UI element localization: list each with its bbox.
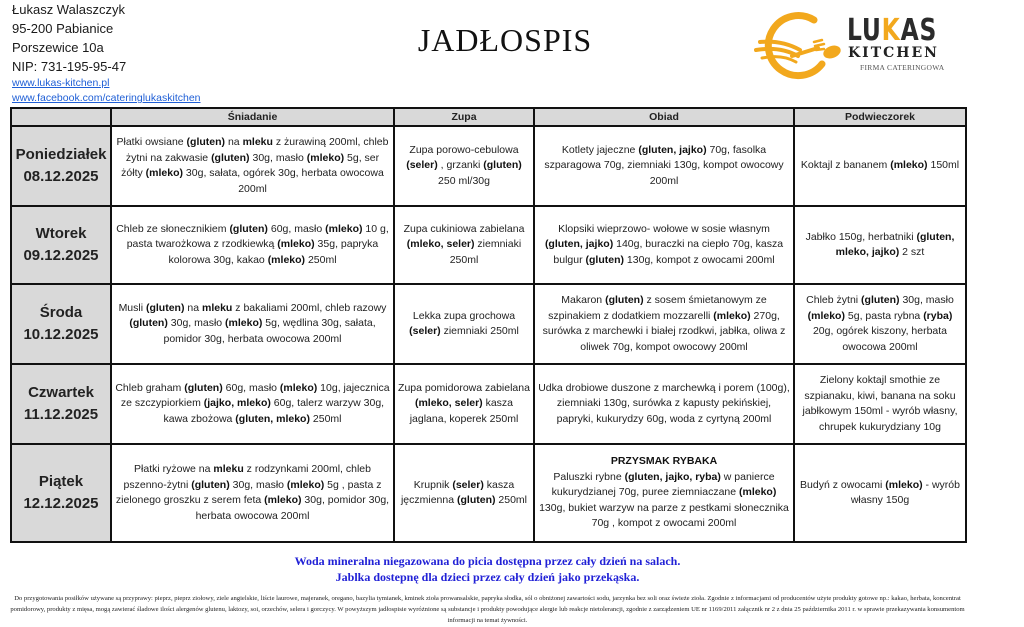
logo-tagline: FIRMA CATERINGOWA xyxy=(860,63,945,72)
meal-cell-sniadanie: Płatki ryżowe na mleku z rodzynkami 200ml, chleb pszenno-żytni (gluten) 30g, masło (mleko) 5g , pasta z zielonego groszku z serem feta (mleko) 30g, pomidor 30g, herbata owocowa 200ml xyxy=(111,444,394,542)
day-cell xyxy=(11,284,111,364)
day-date: 08.12.2025 xyxy=(23,168,99,185)
logo-wordmark: LUKAS xyxy=(847,13,938,48)
day-cell xyxy=(11,444,111,542)
company-logo xyxy=(752,12,952,82)
meal-cell-podwieczorek: Zielony koktajl smothie ze szpianaku, kiwi, banana na soku jabłkowym 150ml - wyrób własny, chrupek kukurydziany 10g xyxy=(794,364,966,444)
header-zupa: Zupa xyxy=(394,108,534,126)
meal-cell-podwieczorek: Koktajl z bananem (mleko) 150ml xyxy=(794,126,966,206)
plate-cutlery-icon xyxy=(752,12,847,82)
day-name: Środa xyxy=(39,304,83,321)
meal-cell-obiad: Klopsiki wieprzowo- wołowe w sosie własnym (gluten, jajko) 140g, buraczki na ciepło 70g, kasza bulgur (gluten) 130g, kompot z owocami 200ml xyxy=(534,206,794,284)
meal-cell-sniadanie: Musli (gluten) na mleku z bakaliami 200ml, chleb razowy (gluten) 30g, masło (mleko) 5g, wędlina 30g, sałata, pomidor 30g, herbata owocowa 200ml xyxy=(111,284,394,364)
day-name: Poniedziałek xyxy=(15,146,107,163)
header-podwieczorek: Podwieczorek xyxy=(794,108,966,126)
meal-cell-obiad: Makaron (gluten) z sosem śmietanowym ze szpinakiem z dodatkiem mozzarelli (mleko) 270g, surówka z marchewki i białej rzodkwi, jabłka, oliwa z oliwek 70g, kompot owocowy 200ml xyxy=(534,284,794,364)
company-nip: NIP: 731-195-95-47 xyxy=(12,59,127,74)
table-row xyxy=(11,284,966,364)
header-sniadanie: Śniadanie xyxy=(111,108,394,126)
table-row xyxy=(11,364,966,444)
website-link[interactable]: www.lukas-kitchen.pl xyxy=(12,77,110,89)
table-row xyxy=(11,206,966,284)
meal-cell-sniadanie: Chleb ze słonecznikiem (gluten) 60g, masło (mleko) 10 g, pasta twarożkowa z rzodkiewką (mleko) 35g, papryka kolorowa 30g, kakao (mleko) 250ml xyxy=(111,206,394,284)
day-name: Piątek xyxy=(38,473,84,490)
notice-water: Woda mineralna niegazowana do picia dostępna przez cały dzień na salach. xyxy=(294,554,681,568)
meal-cell-podwieczorek: Jabłko 150g, herbatniki (gluten, mleko, jajko) 2 szt xyxy=(794,206,966,284)
meal-cell-obiad: PRZYSMAK RYBAKA Paluszki rybne (gluten, jajko, ryba) w panierce kukurydzianej 70g, puree ziemniaczane (mleko) 130g, bukiet warzyw na parze z pestkami słonecznika 70g , kompot z owocami 200ml xyxy=(534,444,794,542)
table-row xyxy=(11,444,966,542)
logo-kitchen: KITCHEN xyxy=(848,45,939,61)
meal-cell-zupa: Zupa pomidorowa zabielana (mleko, seler) kasza jaglana, koperek 250ml xyxy=(394,364,534,444)
meal-cell-zupa: Krupnik (seler) kasza jęczmienna (gluten) 250ml xyxy=(394,444,534,542)
day-cell xyxy=(11,126,111,206)
day-cell xyxy=(11,364,111,444)
header-day xyxy=(11,108,111,126)
page-title: JADŁOSPIS xyxy=(417,22,593,58)
day-cell xyxy=(11,206,111,284)
notice xyxy=(0,553,975,585)
day-date: 09.12.2025 xyxy=(23,247,99,264)
header-obiad: Obiad xyxy=(534,108,794,126)
allergen-footnote: Do przygotowania posiłków używane są przyprawy: pieprz, pieprz ziołowy, ziele angielskie, liście laurowe, majeranek, oregano, bazylia tymianek, kminek zioła prowansalskie, papryka słodka, sól o obniżonej zawartości sodu, jarzynka bez soli oraz świeże zioła. Zgodnie z informacjami od producentów użyte produkty gotowe np.: kakao, herbata, koncentrat pomidorowy, produkty z mięsa, mogą zawierać śladowe ilości alergenów glutenu, laktozy, soi, orzechów, selera i gorczycy. W powyższym jadłospisie wyróżnione są substancje i produkty powodujące alergie lub reakcje nietolerancji, zgodnie z zarządzeniem UE nr 1169/2011 załącznik nr 2 z dnia 25 października 2011 r. w sprawie przekazywania konsumentom informacji na temat żywności. xyxy=(10,595,965,624)
meal-cell-zupa: Lekka zupa grochowa (seler) ziemniaki 250ml xyxy=(394,284,534,364)
notice-apples: Jablka dostepnę dla dzieci przez cały dzień jako przekąska. xyxy=(335,570,640,584)
company-street: Porszewice 10a xyxy=(12,40,104,55)
day-date: 10.12.2025 xyxy=(23,326,99,343)
day-date: 12.12.2025 xyxy=(23,495,99,512)
day-name: Wtorek xyxy=(35,225,87,242)
facebook-link[interactable]: www.facebook.com/cateringlukaskitchen xyxy=(12,92,201,104)
meal-cell-zupa: Zupa porowo-cebulowa (seler) , grzanki (gluten) 250 ml/30g xyxy=(394,126,534,206)
meal-cell-sniadanie: Płatki owsiane (gluten) na mleku z żurawiną 200ml, chleb żytni na zakwasie (gluten) 30g, masło (mleko) 5g, ser żółty (mleko) 30g, sałata, ogórek 30g, herbata owocowa 200ml xyxy=(111,126,394,206)
meal-cell-obiad: Kotlety jajeczne (gluten, jajko) 70g, fasolka szparagowa 70g, ziemniaki 130g, kompot owocowy 200ml xyxy=(534,126,794,206)
company-postal: 95-200 Pabianice xyxy=(12,21,114,36)
table-header-row xyxy=(11,108,966,126)
meal-cell-zupa: Zupa cukiniowa zabielana (mleko, seler) ziemniaki 250ml xyxy=(394,206,534,284)
meal-cell-sniadanie: Chleb graham (gluten) 60g, masło (mleko) 10g, jajecznica ze szczypiorkiem (jajko, mleko) 60g, talerz warzyw 30g, kawa zbożowa (gluten, mleko) 250ml xyxy=(111,364,394,444)
meal-cell-podwieczorek: Chleb żytni (gluten) 30g, masło (mleko) 5g, pasta rybna (ryba) 20g, ogórek kiszony, herbata owocowa 200ml xyxy=(794,284,966,364)
day-date: 11.12.2025 xyxy=(23,406,99,423)
menu-table xyxy=(10,107,967,543)
meal-cell-podwieczorek: Budyń z owocami (mleko) - wyrób własny 150g xyxy=(794,444,966,542)
day-name: Czwartek xyxy=(28,384,94,401)
company-name: Łukasz Walaszczyk xyxy=(12,2,125,17)
table-row xyxy=(11,126,966,206)
meal-cell-obiad: Udka drobiowe duszone z marchewką i porem (100g), ziemniaki 130g, surówka z kapusty pekińskiej, papryki, kukurydzy 60g, woda z cyrtyną 200ml xyxy=(534,364,794,444)
